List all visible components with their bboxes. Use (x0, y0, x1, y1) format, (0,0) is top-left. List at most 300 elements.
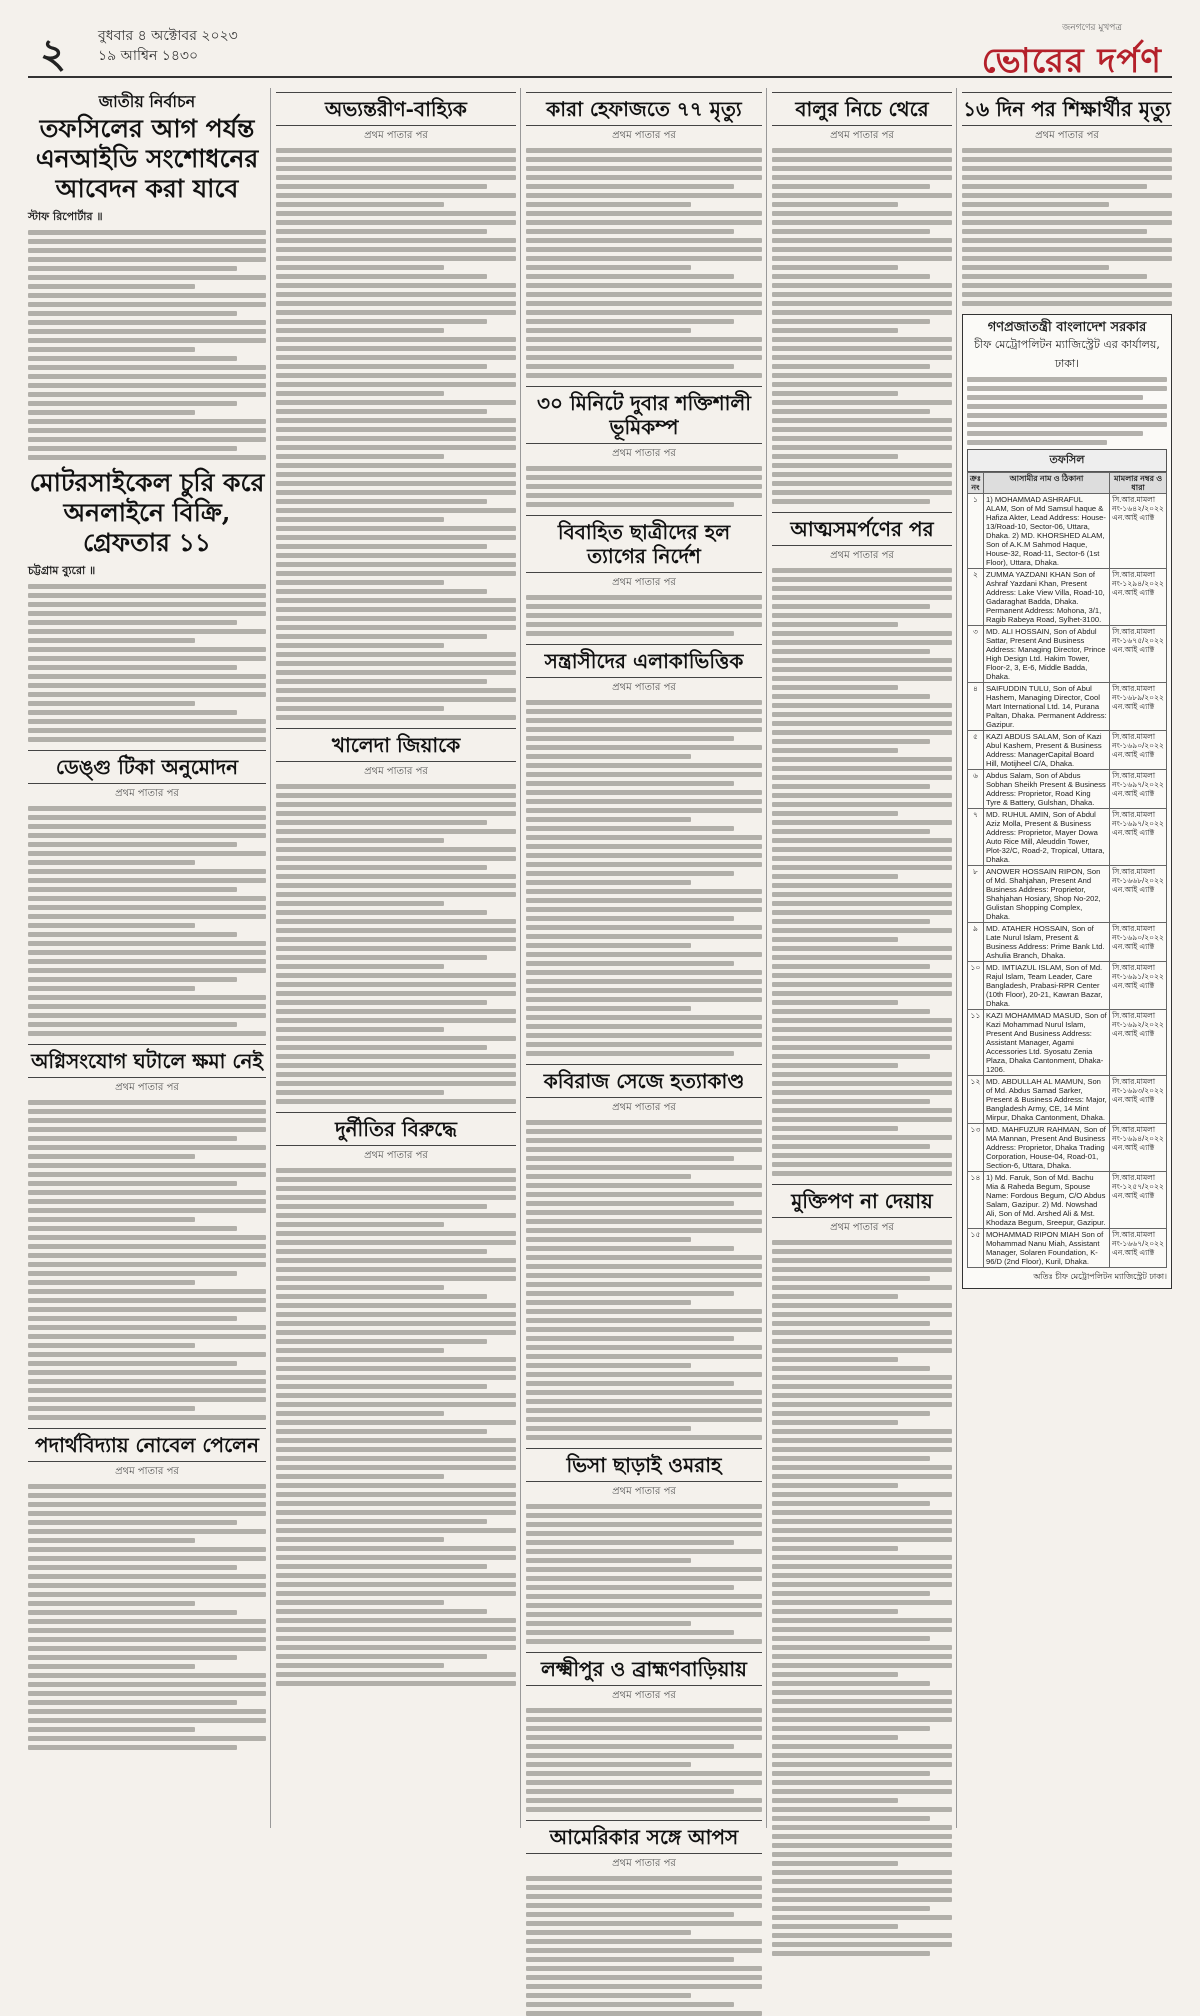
text-line (772, 1924, 898, 1929)
text-line (276, 427, 516, 432)
text-line (772, 1303, 952, 1308)
text-line (276, 1276, 516, 1281)
text-line (772, 1456, 930, 1461)
text-line (772, 694, 930, 699)
text-line (276, 310, 516, 315)
text-line (276, 625, 516, 630)
text-line (526, 952, 762, 957)
text-line (526, 1336, 734, 1341)
text-line (772, 1036, 952, 1041)
text-line (276, 847, 516, 852)
text-line (772, 1852, 952, 1857)
text-line (772, 1618, 952, 1623)
text-line (526, 763, 762, 768)
text-line (772, 748, 898, 753)
text-line (526, 595, 762, 600)
row-case-number: সি.আর.মামলা নং-১৬৬৭/২০২২ এন.আই এ্যাক্ট (1110, 1229, 1167, 1268)
page-number: ২ (40, 30, 67, 77)
text-line (772, 373, 952, 378)
text-line (28, 995, 266, 1000)
text-line (772, 676, 952, 681)
text-line (772, 391, 898, 396)
text-line (962, 220, 1172, 225)
article-body (772, 568, 952, 1176)
text-line (28, 1511, 266, 1516)
article-headline: কবিরাজ সেজে হত্যাকাণ্ড (526, 1064, 762, 1098)
table-row (968, 809, 1167, 866)
text-line (526, 1354, 762, 1359)
text-line (276, 1249, 487, 1254)
text-line (276, 157, 516, 162)
text-line (276, 607, 516, 612)
text-line (526, 1273, 762, 1278)
text-line (276, 166, 516, 171)
text-line (772, 1753, 952, 1758)
text-line (28, 302, 266, 307)
text-line (526, 613, 762, 618)
text-line (526, 274, 734, 279)
text-line (772, 1267, 952, 1272)
text-line (276, 1375, 516, 1380)
text-line (772, 1258, 952, 1263)
text-line (276, 1267, 516, 1272)
row-case-number: সি.আর.মামলা নং-১৬৭৫/২০২২ এন.আই এ্যাক্ট (1110, 626, 1167, 683)
table-row (968, 1172, 1167, 1229)
col-name-address: আসামীর নাম ও ঠিকানা (983, 473, 1109, 494)
text-line (276, 535, 516, 540)
text-line (526, 1504, 762, 1509)
text-line (276, 1465, 516, 1470)
text-line (28, 1262, 266, 1267)
text-line (276, 1456, 516, 1461)
text-line (772, 1816, 930, 1821)
text-line (772, 1330, 952, 1335)
text-line (526, 301, 762, 306)
text-line (526, 871, 734, 876)
text-line (276, 1564, 487, 1569)
text-line (28, 986, 195, 991)
text-line (526, 1921, 762, 1926)
text-line (962, 202, 1109, 207)
text-line (276, 1654, 487, 1659)
text-line (276, 1447, 516, 1452)
text-line (526, 310, 762, 315)
text-line (28, 851, 266, 856)
text-line (772, 1501, 930, 1506)
text-line (772, 955, 952, 960)
text-line (772, 1357, 898, 1362)
text-line (772, 1144, 930, 1149)
text-line (276, 598, 516, 603)
text-line (28, 1415, 266, 1420)
text-line (772, 1483, 898, 1488)
text-line (772, 1690, 952, 1695)
text-line (276, 697, 516, 702)
row-serial: ৩ (968, 626, 984, 683)
text-line (772, 973, 952, 978)
text-line (28, 1172, 266, 1177)
text-line (526, 1264, 762, 1269)
text-line (772, 1906, 930, 1911)
text-line (526, 1789, 734, 1794)
text-line (772, 1117, 952, 1122)
text-line (772, 1045, 952, 1050)
text-line (28, 977, 237, 982)
text-line (772, 568, 952, 573)
date-line-2: ১৯ আশ্বিন ১৪৩০ (98, 48, 199, 64)
text-line (28, 833, 266, 838)
text-line (276, 811, 516, 816)
text-line (28, 1397, 266, 1402)
column-2 (276, 88, 516, 1828)
text-line (276, 463, 516, 468)
text-line (28, 248, 266, 253)
text-line (276, 1081, 516, 1086)
text-line (28, 887, 237, 892)
text-line (276, 1681, 516, 1686)
text-line (28, 1334, 266, 1339)
text-line (772, 856, 952, 861)
article-headline: তফসিলের আগ পর্যন্ত এনআইডি সংশোধনের আবেদন করা যাবে (35, 114, 259, 203)
text-line (526, 1726, 762, 1731)
text-line (28, 1493, 266, 1498)
text-line (772, 757, 952, 762)
text-line (276, 1366, 516, 1371)
text-line (772, 1834, 952, 1839)
text-line (276, 454, 444, 459)
text-line (276, 688, 516, 693)
row-defendant: Abdus Salam, Son of Abdus Sobhan Sheikh Present & Business Address: Proprietor, Road King Tyre & Battery, Gulshan, Dhaka. (983, 770, 1109, 809)
text-line (526, 1291, 734, 1296)
continued-label: প্রথম পাতার পর (830, 130, 894, 141)
text-line (772, 328, 898, 333)
text-line (772, 1762, 952, 1767)
text-line (772, 319, 930, 324)
text-line (772, 1153, 952, 1158)
text-line (276, 1483, 516, 1488)
text-line (276, 265, 444, 270)
text-line (526, 1885, 762, 1890)
text-line (276, 436, 516, 441)
text-line (28, 806, 266, 811)
article-headline: দুর্নীতির বিরুদ্ধে (276, 1112, 516, 1146)
text-line (526, 1621, 691, 1626)
article (526, 1652, 762, 1812)
text-line (276, 490, 516, 495)
text-line (526, 1984, 762, 1989)
text-line (276, 1294, 487, 1299)
text-line (772, 631, 952, 636)
defendants-table (967, 472, 1167, 1268)
text-line (276, 1231, 516, 1236)
text-line (772, 1171, 952, 1176)
text-line (276, 301, 516, 306)
text-line (526, 493, 762, 498)
row-serial: ৮ (968, 866, 984, 923)
text-line (28, 1013, 266, 1018)
continued-label: প্রথম পাতার পর (612, 1690, 676, 1701)
text-line (526, 1753, 762, 1758)
text-line (772, 1000, 898, 1005)
logo-text: ভোরের দর্পণ (981, 41, 1162, 81)
text-line (28, 1145, 266, 1150)
text-line (28, 950, 266, 955)
text-line (28, 1610, 237, 1615)
text-line (526, 1894, 762, 1899)
row-defendant: MD. MAHFUZUR RAHMAN, Son of MA Mannan, Present And Business Address: Proprietor, Dhaka Trading Corporation, House-04, Road-01, Section-6, Uttara, Dhaka. (983, 1124, 1109, 1172)
text-line (526, 1966, 762, 1971)
text-line (28, 329, 266, 334)
text-line (526, 1435, 762, 1440)
continued-label: প্রথম পাতার পর (115, 1082, 179, 1093)
text-line (526, 736, 734, 741)
article (526, 1820, 762, 2016)
row-serial: ১২ (968, 1076, 984, 1124)
row-defendant: ZUMMA YAZDANI KHAN Son of Ashraf Yazdani Khan, Present Address: Lake View Villa, Road-10, Gadaraghat Badda, Dhaka. Permanent Address: Mohona, 3/1, Ragib Rabeya Road, Sylhet-3100. (983, 569, 1109, 626)
notice-title: গণপ্রজাতন্ত্রী বাংলাদেশ সরকার (987, 320, 1147, 335)
text-line (772, 865, 952, 870)
text-line (526, 1219, 762, 1224)
text-line (276, 1528, 516, 1533)
text-line (772, 1708, 952, 1713)
text-line (276, 346, 516, 351)
text-line (772, 436, 952, 441)
article-headline: পদার্থবিদ্যায় নোবেল পেলেন (28, 1428, 266, 1462)
text-line (772, 1027, 952, 1032)
text-line (276, 409, 487, 414)
text-line (962, 274, 1147, 279)
text-line (526, 826, 734, 831)
text-line (276, 784, 516, 789)
text-line (526, 700, 762, 705)
text-line (276, 1168, 516, 1173)
text-line (526, 373, 762, 378)
text-line (276, 1429, 487, 1434)
text-line (526, 853, 762, 858)
text-line (276, 802, 516, 807)
text-line (962, 301, 1172, 306)
text-line (28, 638, 195, 643)
text-line (28, 1745, 237, 1750)
text-line (772, 1135, 952, 1140)
text-line (772, 730, 952, 735)
text-line (276, 418, 516, 423)
text-line (276, 391, 444, 396)
text-line (526, 1183, 762, 1188)
text-line (28, 941, 266, 946)
article-body (526, 148, 762, 378)
text-line (276, 481, 516, 486)
article (526, 1448, 762, 1644)
text-line (28, 602, 266, 607)
text-line (526, 229, 734, 234)
text-line (28, 356, 237, 361)
text-line (772, 1321, 930, 1326)
text-line (526, 943, 691, 948)
article (962, 92, 1172, 306)
text-line (28, 257, 266, 262)
text-line (772, 1384, 952, 1389)
row-serial: ৬ (968, 770, 984, 809)
text-line (526, 265, 691, 270)
text-line (772, 1018, 952, 1023)
text-line (526, 790, 762, 795)
text-line (526, 1174, 691, 1179)
text-line (772, 1108, 952, 1113)
text-line (772, 166, 952, 171)
text-line (526, 925, 762, 930)
row-case-number: সি.আর.মামলা নং-১৬৯৩/২০২২ এন.আই এ্যাক্ট (1110, 1076, 1167, 1124)
text-line (276, 874, 516, 879)
row-serial: ১ (968, 494, 984, 569)
text-line (772, 1348, 952, 1353)
text-line (772, 310, 952, 315)
text-line (526, 1024, 762, 1029)
text-line (28, 1388, 266, 1393)
text-line (772, 247, 952, 252)
text-line (526, 1399, 762, 1404)
text-line (772, 946, 952, 951)
row-case-number: সি.আর.মামলা নং-১৬৯৭/২০২২ এন.আই এ্যাক্ট (1110, 770, 1167, 809)
text-line (526, 1345, 762, 1350)
article (276, 92, 516, 720)
text-line (772, 1393, 952, 1398)
text-line (772, 739, 930, 744)
text-line (772, 418, 952, 423)
text-line (28, 1226, 237, 1231)
table-row (968, 569, 1167, 626)
article-kicker: জাতীয় নির্বাচন (98, 92, 196, 111)
text-line (276, 1213, 516, 1218)
notice-subtitle: চীফ মেট্রোপলিটন ম্যাজিস্ট্রেট এর কার্যালয়, ঢাকা। (974, 338, 1160, 370)
text-line (276, 364, 487, 369)
table-row (968, 923, 1167, 962)
text-line (772, 775, 952, 780)
text-line (276, 508, 516, 513)
text-line (772, 1888, 952, 1893)
text-line (526, 1639, 762, 1644)
text-line (772, 1429, 952, 1434)
text-line (276, 400, 516, 405)
text-line (276, 544, 487, 549)
text-line (772, 1744, 952, 1749)
text-line (276, 973, 516, 978)
text-line (276, 1009, 516, 1014)
column-4 (772, 88, 952, 1828)
text-line (772, 586, 952, 591)
article-body (28, 1484, 266, 1750)
text-line (526, 1390, 762, 1395)
text-line (28, 428, 266, 433)
text-line (772, 784, 930, 789)
text-line (772, 1276, 930, 1281)
text-line (276, 1672, 516, 1677)
text-line (276, 1663, 444, 1668)
text-line (276, 337, 516, 342)
text-line (772, 1951, 930, 1956)
article-body (28, 1100, 266, 1420)
text-line (526, 184, 734, 189)
text-line (526, 247, 762, 252)
text-line (28, 1022, 237, 1027)
article-body (276, 784, 516, 1104)
text-line (28, 968, 266, 973)
text-line (526, 2011, 762, 2016)
text-line (276, 946, 516, 951)
text-line (28, 1199, 266, 1204)
text-line (28, 959, 266, 964)
text-line (772, 892, 952, 897)
text-line (526, 484, 762, 489)
text-line (28, 1700, 237, 1705)
row-defendant: MD. ABDULLAH AL MAMUN, Son of Md. Abdus Samad Sarker, Present & Business Address: Major, Bangladesh Army, CE, 14 Mint Mirpur, Dhaka Cantonment, Dhaka. (983, 1076, 1109, 1124)
text-line (526, 1282, 762, 1287)
text-line (28, 392, 266, 397)
text-line (526, 193, 762, 198)
row-serial: ৭ (968, 809, 984, 866)
text-line (276, 1411, 444, 1416)
text-line (772, 1492, 952, 1497)
continued-label: প্রথম পাতার পর (830, 1222, 894, 1233)
text-line (28, 1655, 237, 1660)
text-line (526, 1033, 762, 1038)
article-body (276, 148, 516, 720)
text-line (276, 982, 516, 987)
text-line (28, 674, 266, 679)
text-line (962, 292, 1172, 297)
text-line (276, 919, 516, 924)
continued-label: প্রথম পাতার পর (612, 1486, 676, 1497)
text-line (526, 1993, 691, 1998)
text-line (276, 829, 516, 834)
text-line (772, 1510, 952, 1515)
text-line (526, 1780, 762, 1785)
text-line (772, 622, 898, 627)
text-line (772, 1072, 952, 1077)
text-line (772, 820, 952, 825)
article-headline: ভিসা ছাড়াই ওমরাহ (526, 1448, 762, 1482)
text-line (28, 932, 237, 937)
text-line (276, 1285, 444, 1290)
text-line (772, 1009, 930, 1014)
text-line (526, 1228, 762, 1233)
text-line (28, 593, 266, 598)
text-line (962, 166, 1172, 171)
text-line (276, 1501, 516, 1506)
text-line (772, 454, 898, 459)
text-line (772, 1519, 952, 1524)
text-line (28, 1361, 237, 1366)
text-line (276, 175, 516, 180)
text-line (276, 838, 444, 843)
text-line (772, 595, 952, 600)
row-serial: ১৩ (968, 1124, 984, 1172)
text-line (526, 1531, 762, 1536)
text-line (28, 1154, 195, 1159)
text-line (772, 883, 952, 888)
continued-label: প্রথম পাতার পর (1035, 130, 1099, 141)
text-line (772, 712, 952, 717)
text-line (772, 1645, 952, 1650)
text-line (276, 1510, 516, 1515)
text-line (28, 1637, 266, 1642)
text-line (772, 577, 952, 582)
text-line (28, 1538, 195, 1543)
row-defendant: MD. RUHUL AMIN, Son of Abdul Aziz Molla, Present & Business Address: Proprietor, Mayer Dowa Auto Rice Mill, Aleuddin Tower, Plot-32/C, Road-2, Tropical, Uttara, Dhaka. (983, 809, 1109, 866)
table-row (968, 494, 1167, 569)
text-line (526, 1051, 734, 1056)
text-line (526, 979, 762, 984)
